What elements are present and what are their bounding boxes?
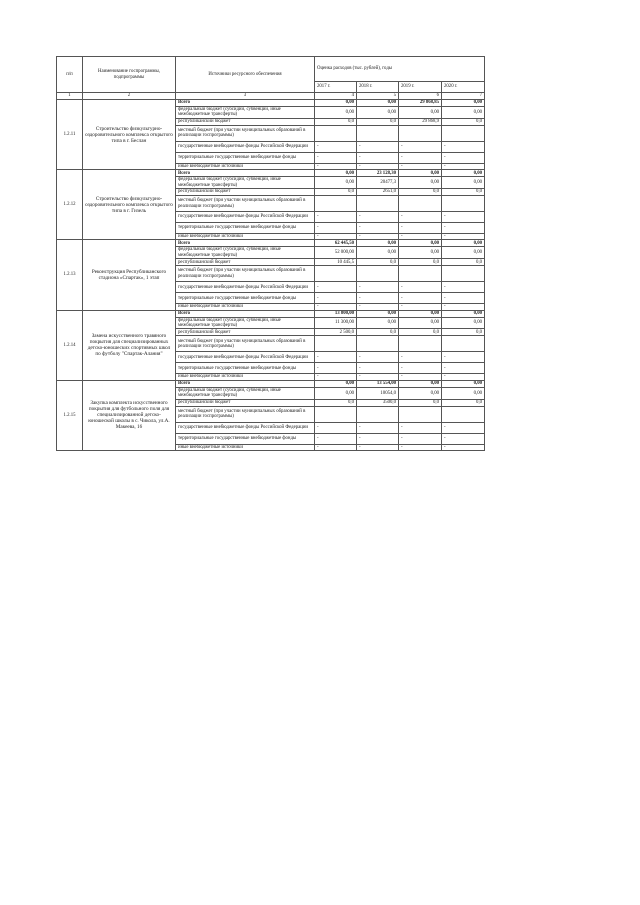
amount-cell: - — [442, 444, 485, 450]
amount-cell: 0,00 — [357, 240, 399, 247]
column-number: 4 — [315, 93, 357, 100]
amount-cell: - — [399, 374, 442, 380]
amount-cell: - — [357, 433, 399, 444]
amount-cell: 23 128,30 — [357, 170, 399, 177]
amount-cell: 0,00 — [399, 177, 442, 189]
amount-cell — [357, 266, 399, 282]
funding-source: республиканский бюджет — [176, 189, 315, 196]
amount-cell — [357, 196, 399, 212]
amount-cell — [315, 406, 357, 422]
amount-cell: 0,00 — [442, 317, 485, 329]
amount-cell: - — [357, 212, 399, 223]
amount-cell: 0,00 — [442, 177, 485, 189]
amount-cell: - — [442, 422, 485, 433]
amount-cell: - — [399, 444, 442, 450]
amount-cell: - — [315, 352, 357, 363]
amount-cell — [399, 336, 442, 352]
amount-cell: - — [442, 293, 485, 304]
amount-cell: 2 500,0 — [315, 329, 357, 336]
amount-cell: - — [315, 152, 357, 163]
amount-cell: 0,00 — [399, 170, 442, 177]
project-name: Строительство физкультурно-оздоровительного комплекса открытого типа в г. Гизель — [83, 170, 176, 240]
amount-cell: 0,00 — [315, 387, 357, 399]
funding-source: местный бюджет (при участии муниципальных образований в реализации госпрограммы) — [176, 336, 315, 352]
project-name: Реконструкция Республиканского стадиона «Спартак», 1 этап — [83, 240, 176, 310]
amount-cell: 0,00 — [399, 107, 442, 119]
amount-cell — [399, 266, 442, 282]
amount-cell: 0,00 — [399, 380, 442, 387]
project-name: Строительство физкультурно-оздоровительного комплекса открытого типа в г. Беслан — [83, 100, 176, 170]
amount-cell: 0,0 — [357, 329, 399, 336]
column-number: 6 — [399, 93, 442, 100]
amount-cell — [357, 125, 399, 141]
amount-cell — [399, 406, 442, 422]
column-number: 1 — [57, 93, 83, 100]
column-numbers-row — [57, 93, 485, 100]
amount-cell: 0,00 — [442, 310, 485, 317]
funding-source: территориальные государственные внебюджетные фонды — [176, 293, 315, 304]
document-page — [56, 56, 484, 451]
amount-cell — [357, 336, 399, 352]
amount-cell: - — [315, 363, 357, 374]
amount-cell: 0,00 — [442, 387, 485, 399]
funding-source: местный бюджет (при участии муниципальных образований в реализации госпрограммы) — [176, 125, 315, 141]
amount-cell — [315, 125, 357, 141]
amount-cell: - — [357, 304, 399, 310]
amount-cell: 13 554,00 — [357, 380, 399, 387]
funding-source: государственные внебюджетные фонды Российской Федерации — [176, 141, 315, 152]
table-row — [57, 380, 485, 387]
amount-cell: - — [357, 363, 399, 374]
amount-cell: - — [399, 422, 442, 433]
amount-cell: - — [399, 363, 442, 374]
amount-cell: 0,0 — [442, 259, 485, 266]
table-row — [57, 100, 485, 107]
funding-source: республиканский бюджет — [176, 118, 315, 125]
amount-cell: 10054,0 — [357, 387, 399, 399]
amount-cell: 0,00 — [357, 247, 399, 259]
amount-cell: 0,00 — [357, 317, 399, 329]
amount-cell: - — [357, 223, 399, 234]
column-number: 3 — [176, 93, 315, 100]
column-number: 5 — [357, 93, 399, 100]
amount-cell: - — [357, 352, 399, 363]
amount-cell: 62 445,50 — [315, 240, 357, 247]
amount-cell: - — [399, 223, 442, 234]
amount-cell — [357, 406, 399, 422]
amount-cell: 0,00 — [315, 170, 357, 177]
amount-cell: - — [442, 374, 485, 380]
amount-cell: - — [315, 223, 357, 234]
amount-cell: - — [442, 212, 485, 223]
amount-cell: - — [399, 234, 442, 240]
amount-cell: - — [315, 433, 357, 444]
amount-cell: - — [399, 212, 442, 223]
header-year: 2017 г. — [315, 82, 357, 93]
amount-cell: - — [315, 141, 357, 152]
funding-source: государственные внебюджетные фонды Российской Федерации — [176, 352, 315, 363]
amount-cell: 0,00 — [315, 100, 357, 107]
amount-cell: - — [399, 152, 442, 163]
amount-cell — [315, 196, 357, 212]
amount-cell: - — [315, 293, 357, 304]
funding-source: государственные внебюджетные фонды Российской Федерации — [176, 282, 315, 293]
amount-cell: 11 300,00 — [315, 317, 357, 329]
amount-cell: 0,0 — [442, 329, 485, 336]
header-year: 2019 г. — [399, 82, 442, 93]
amount-cell: - — [399, 163, 442, 169]
project-id: 1.2.14 — [57, 310, 83, 380]
funding-source: федеральный бюджет (субсидии, субвенции, иные межбюджетные трансферты) — [176, 177, 315, 189]
amount-cell: 0,0 — [399, 259, 442, 266]
funding-source: Всего — [176, 380, 315, 387]
budget-table — [56, 56, 485, 451]
amount-cell: - — [357, 152, 399, 163]
funding-source: Всего — [176, 310, 315, 317]
amount-cell: - — [315, 422, 357, 433]
table-body — [57, 100, 485, 451]
amount-cell: 10 445,5 — [315, 259, 357, 266]
funding-source: иные внебюджетные источники — [176, 163, 315, 169]
funding-source: территориальные государственные внебюджетные фонды — [176, 152, 315, 163]
header-year: 2018 г. — [357, 82, 399, 93]
amount-cell: 0,0 — [442, 399, 485, 406]
amount-cell: - — [399, 282, 442, 293]
project-id: 1.2.11 — [57, 100, 83, 170]
amount-cell: 0,0 — [357, 118, 399, 125]
amount-cell: 0,0 — [399, 329, 442, 336]
amount-cell: - — [357, 374, 399, 380]
amount-cell: 0,00 — [442, 240, 485, 247]
amount-cell: - — [442, 141, 485, 152]
funding-source: федеральный бюджет (субсидии, субвенции, иные межбюджетные трансферты) — [176, 247, 315, 259]
amount-cell: - — [315, 304, 357, 310]
amount-cell: - — [315, 212, 357, 223]
amount-cell: - — [399, 304, 442, 310]
funding-source: Всего — [176, 100, 315, 107]
amount-cell — [442, 336, 485, 352]
amount-cell — [315, 336, 357, 352]
funding-source: местный бюджет (при участии муниципальных образований в реализации госпрограммы) — [176, 196, 315, 212]
amount-cell: 13 800,00 — [315, 310, 357, 317]
funding-source: республиканский бюджет — [176, 329, 315, 336]
amount-cell: 0,0 — [399, 189, 442, 196]
amount-cell: - — [357, 163, 399, 169]
funding-source: государственные внебюджетные фонды Российской Федерации — [176, 212, 315, 223]
amount-cell: 0,00 — [399, 317, 442, 329]
project-id: 1.2.12 — [57, 170, 83, 240]
amount-cell: 0,00 — [357, 100, 399, 107]
amount-cell: - — [357, 293, 399, 304]
funding-source: территориальные государственные внебюджетные фонды — [176, 363, 315, 374]
amount-cell: - — [315, 282, 357, 293]
amount-cell: 0,00 — [442, 107, 485, 119]
amount-cell: - — [357, 141, 399, 152]
amount-cell: - — [399, 293, 442, 304]
amount-cell: - — [399, 141, 442, 152]
amount-cell: 0,00 — [315, 380, 357, 387]
funding-source: иные внебюджетные источники — [176, 304, 315, 310]
table-row — [57, 170, 485, 177]
project-id: 1.2.13 — [57, 240, 83, 310]
header-name: Наименование госпрограммы, подпрограммы — [83, 57, 176, 93]
amount-cell: 0,00 — [357, 107, 399, 119]
amount-cell — [442, 266, 485, 282]
amount-cell: 0,0 — [442, 189, 485, 196]
funding-source: местный бюджет (при участии муниципальных образований в реализации госпрограммы) — [176, 266, 315, 282]
amount-cell: 0,0 — [315, 399, 357, 406]
table-row — [57, 240, 485, 247]
amount-cell: - — [442, 282, 485, 293]
amount-cell: - — [357, 234, 399, 240]
amount-cell: - — [442, 352, 485, 363]
amount-cell: - — [442, 223, 485, 234]
amount-cell: 3500,0 — [357, 399, 399, 406]
amount-cell: 0,00 — [442, 247, 485, 259]
amount-cell: 0,00 — [315, 107, 357, 119]
amount-cell: - — [442, 433, 485, 444]
amount-cell: 29 868,9 — [399, 118, 442, 125]
column-number: 7 — [442, 93, 485, 100]
amount-cell: 0,00 — [315, 177, 357, 189]
funding-source: федеральный бюджет (субсидии, субвенции, иные межбюджетные трансферты) — [176, 317, 315, 329]
amount-cell: 0,00 — [357, 310, 399, 317]
amount-cell: - — [315, 163, 357, 169]
amount-cell: 0,0 — [315, 118, 357, 125]
funding-source: иные внебюджетные источники — [176, 234, 315, 240]
amount-cell: - — [399, 352, 442, 363]
header-row — [57, 57, 485, 82]
amount-cell: - — [442, 363, 485, 374]
amount-cell: - — [357, 282, 399, 293]
funding-source: Всего — [176, 240, 315, 247]
amount-cell: - — [442, 152, 485, 163]
amount-cell — [442, 125, 485, 141]
amount-cell: 0,00 — [399, 387, 442, 399]
funding-source: территориальные государственные внебюджетные фонды — [176, 223, 315, 234]
header-source: Источники ресурсного обеспечения — [176, 57, 315, 93]
project-id: 1.2.15 — [57, 380, 83, 450]
header-year: 2020 г. — [442, 82, 485, 93]
amount-cell: 0,0 — [399, 399, 442, 406]
amount-cell: - — [442, 234, 485, 240]
amount-cell: - — [315, 444, 357, 450]
project-name: Закупка комплекта искусственного покрытия для футбольного поля для специализированной детско-юношеской школы в с. Чикола, ул.А. Макеева, 16 — [83, 380, 176, 450]
amount-cell: 0,0 — [357, 259, 399, 266]
amount-cell: 0,00 — [442, 170, 485, 177]
amount-cell: 0,00 — [399, 240, 442, 247]
amount-cell: - — [357, 422, 399, 433]
funding-source: республиканский бюджет — [176, 399, 315, 406]
amount-cell: 0,0 — [315, 189, 357, 196]
table-row — [57, 310, 485, 317]
amount-cell — [442, 196, 485, 212]
amount-cell: 52 000,00 — [315, 247, 357, 259]
header-id: п/п — [57, 57, 83, 93]
amount-cell: 2651,0 — [357, 189, 399, 196]
amount-cell — [315, 266, 357, 282]
funding-source: иные внебюджетные источники — [176, 374, 315, 380]
amount-cell: 0,00 — [442, 380, 485, 387]
funding-source: государственные внебюджетные фонды Российской Федерации — [176, 422, 315, 433]
funding-source: иные внебюджетные источники — [176, 444, 315, 450]
funding-source: местный бюджет (при участии муниципальных образований в реализации госпрограммы) — [176, 406, 315, 422]
column-number: 2 — [83, 93, 176, 100]
funding-source: республиканский бюджет — [176, 259, 315, 266]
amount-cell: - — [357, 444, 399, 450]
amount-cell: 0,00 — [399, 310, 442, 317]
amount-cell: - — [442, 304, 485, 310]
amount-cell — [399, 196, 442, 212]
amount-cell: 29 868,85 — [399, 100, 442, 107]
project-name: Замена искусственного травяного покрытия для специализированных детско-юношеских спортивных школ по футболу "Спартак-Алания" — [83, 310, 176, 380]
amount-cell: - — [315, 234, 357, 240]
funding-source: территориальные государственные внебюджетные фонды — [176, 433, 315, 444]
amount-cell — [442, 406, 485, 422]
amount-cell: 20477,3 — [357, 177, 399, 189]
header-estimate: Оценка расходов (тыс. рублей), годы — [315, 57, 485, 82]
amount-cell: 0,0 — [442, 118, 485, 125]
amount-cell — [399, 125, 442, 141]
amount-cell: - — [315, 374, 357, 380]
amount-cell: 0,00 — [399, 247, 442, 259]
amount-cell: 0,00 — [442, 100, 485, 107]
amount-cell: - — [399, 433, 442, 444]
funding-source: федеральный бюджет (субсидии, субвенции, иные межбюджетные трансферты) — [176, 107, 315, 119]
funding-source: федеральный бюджет (субсидии, субвенции, иные межбюджетные трансферты) — [176, 387, 315, 399]
amount-cell: - — [442, 163, 485, 169]
funding-source: Всего — [176, 170, 315, 177]
